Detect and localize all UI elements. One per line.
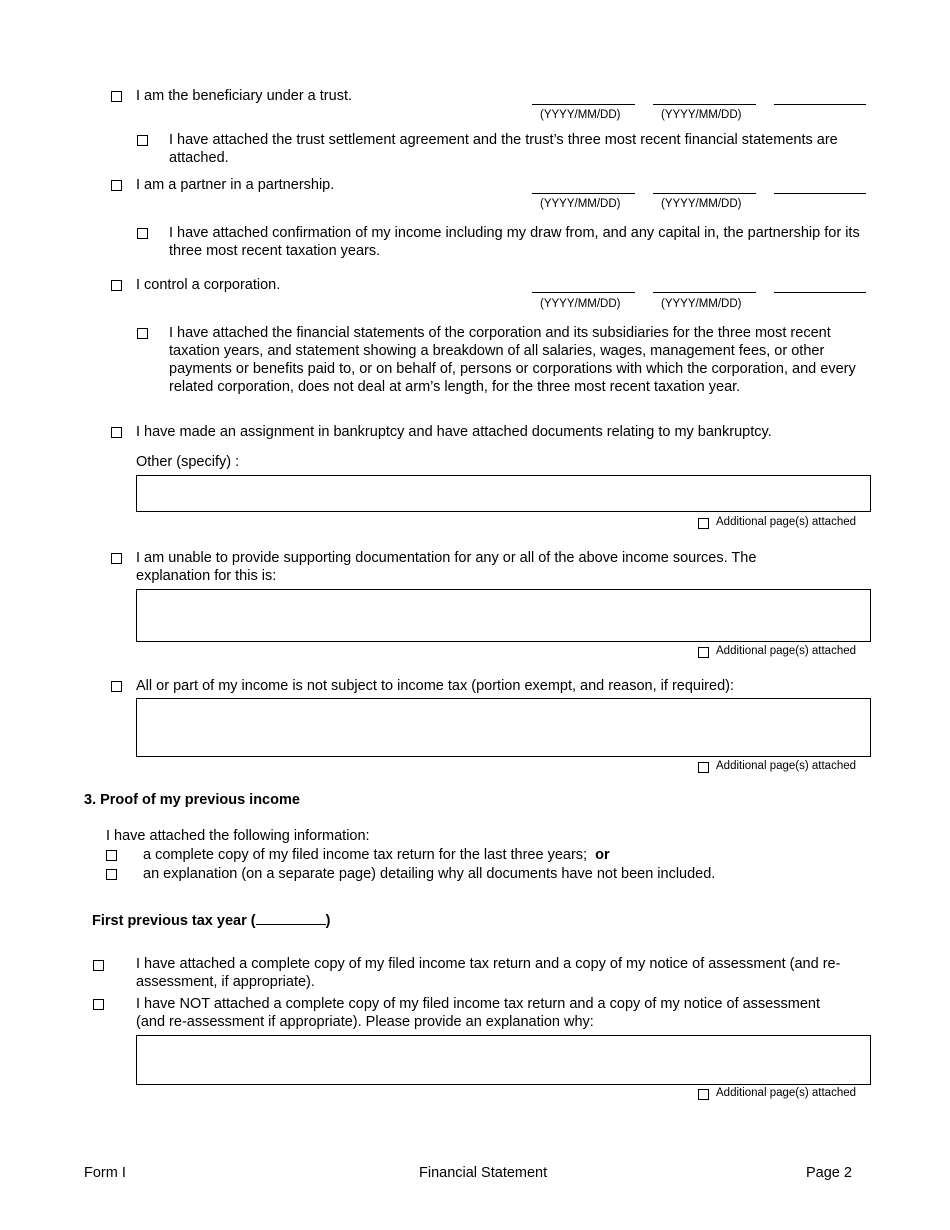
trust-date2-label: (YYYY/MM/DD) — [661, 109, 742, 121]
first-year-input[interactable] — [256, 910, 326, 925]
partnership-date2-line[interactable] — [653, 193, 756, 194]
exempt-additional-checkbox[interactable] — [698, 762, 709, 773]
partnership-date2-label: (YYYY/MM/DD) — [661, 198, 742, 210]
section3-option2-checkbox[interactable] — [106, 869, 117, 880]
corporation-label: I control a corporation. — [136, 277, 281, 293]
corporation-date1-line[interactable] — [532, 292, 635, 293]
unable-explanation-input[interactable] — [136, 589, 871, 642]
unable-checkbox[interactable] — [111, 553, 122, 564]
unable-additional-checkbox[interactable] — [698, 647, 709, 658]
section3-heading: 3. Proof of my previous income — [84, 792, 300, 808]
first-year-heading-prefix: First previous tax year ( — [92, 913, 256, 929]
trust-amount-line[interactable] — [774, 104, 866, 105]
first-year-additional-checkbox[interactable] — [698, 1089, 709, 1100]
first-year-not-attached-label: I have NOT attached a complete copy of my filed income tax return and a copy of my notice of assessment (and re-assessment if appropriate). Please provide an explanation why: — [136, 996, 820, 1030]
exempt-input[interactable] — [136, 698, 871, 757]
trust-sub-label: I have attached the trust settlement agreement and the trust’s three most recent financial statements are attached. — [169, 132, 838, 166]
trust-date1-label: (YYYY/MM/DD) — [540, 109, 621, 121]
unable-additional-label: Additional page(s) attached — [716, 645, 857, 657]
bankruptcy-label: I have made an assignment in bankruptcy and have attached documents relating to my bankruptcy. — [136, 424, 772, 440]
partnership-label: I am a partner in a partnership. — [136, 177, 335, 193]
corporation-date2-line[interactable] — [653, 292, 756, 293]
first-year-heading — [92, 910, 330, 930]
footer-title: Financial Statement — [419, 1165, 548, 1181]
first-year-explanation-input[interactable] — [136, 1035, 871, 1085]
section3-option2-label: an explanation (on a separate page) detailing why all documents have not been included. — [143, 866, 716, 882]
other-additional-checkbox[interactable] — [698, 518, 709, 529]
first-year-heading-suffix: ) — [325, 913, 331, 929]
exempt-label: All or part of my income is not subject to income tax (portion exempt, and reason, if required): — [136, 678, 734, 694]
partnership-date1-line[interactable] — [532, 193, 635, 194]
section3-option1-checkbox[interactable] — [106, 850, 117, 861]
bankruptcy-checkbox[interactable] — [111, 427, 122, 438]
partnership-amount-line[interactable] — [774, 193, 866, 194]
trust-date1-line[interactable] — [532, 104, 635, 105]
corporation-date1-label: (YYYY/MM/DD) — [540, 298, 621, 310]
other-additional-label: Additional page(s) attached — [716, 516, 857, 528]
partnership-sub-checkbox[interactable] — [137, 228, 148, 239]
footer-form: Form I — [84, 1165, 126, 1181]
other-input[interactable] — [136, 475, 871, 512]
trust-checkbox[interactable] — [111, 91, 122, 102]
partnership-checkbox[interactable] — [111, 180, 122, 191]
section3-option1-text: a complete copy of my filed income tax return for the last three years; — [143, 847, 588, 863]
first-year-additional-label: Additional page(s) attached — [716, 1087, 857, 1099]
unable-label: I am unable to provide supporting documentation for any or all of the above income sources. The explanation for this is: — [136, 550, 757, 584]
section3-option1-or: or — [595, 847, 610, 863]
first-year-not-attached-checkbox[interactable] — [93, 999, 104, 1010]
partnership-date1-label: (YYYY/MM/DD) — [540, 198, 621, 210]
section3-intro: I have attached the following information: — [106, 828, 370, 844]
corporation-checkbox[interactable] — [111, 280, 122, 291]
first-year-attached-label: I have attached a complete copy of my filed income tax return and a copy of my notice of assessment (and re-assessment, if appropriate). — [136, 956, 841, 990]
trust-label: I am the beneficiary under a trust. — [136, 88, 352, 104]
footer-page: Page 2 — [806, 1165, 852, 1181]
partnership-sub-label: I have attached confirmation of my income including my draw from, and any capital in, the partnership for its three most recent taxation years. — [169, 225, 860, 259]
first-year-attached-checkbox[interactable] — [93, 960, 104, 971]
other-label: Other (specify) : — [136, 454, 240, 470]
corporation-sub-checkbox[interactable] — [137, 328, 148, 339]
trust-sub-checkbox[interactable] — [137, 135, 148, 146]
trust-date2-line[interactable] — [653, 104, 756, 105]
corporation-sub-label: I have attached the financial statements of the corporation and its subsidiaries for the three most recent taxation years, and statement showing a breakdown of all salaries, wages, management fees, or other payments or benefits paid to, or on behalf of, persons or corporations with which the corporation, and every related corporation, does not deal at arm’s length, for the three most recent taxation year. — [169, 325, 856, 395]
exempt-checkbox[interactable] — [111, 681, 122, 692]
exempt-additional-label: Additional page(s) attached — [716, 760, 857, 772]
corporation-date2-label: (YYYY/MM/DD) — [661, 298, 742, 310]
corporation-amount-line[interactable] — [774, 292, 866, 293]
section3-option1-label — [143, 846, 610, 864]
